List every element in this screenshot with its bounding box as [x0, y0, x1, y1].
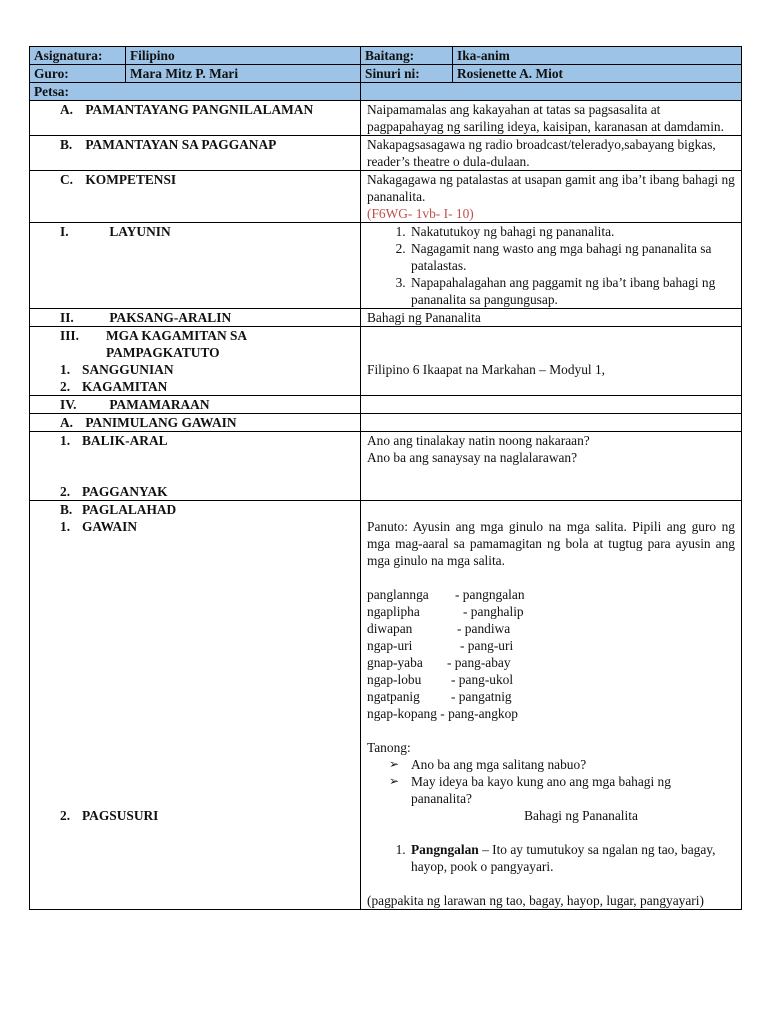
subject-label: Asignatura: — [30, 47, 126, 65]
grade-label: Baitang: — [361, 47, 453, 65]
list-item: diwapan - pandiwa — [367, 621, 511, 636]
header-row-teacher — [30, 65, 742, 83]
questions-label: Tanong: — [367, 740, 411, 755]
competency-code: (F6WG- 1vb- I- 10) — [367, 206, 474, 221]
section-content — [361, 432, 742, 501]
section-label: B. PAMANTAYAN SA PAGGANAP — [30, 136, 361, 171]
section-label: B. PAGLALAHAD 1. GAWAIN 2. PAGSUSURI — [30, 501, 361, 910]
row-kompetensi — [30, 171, 742, 223]
scrambled-words-list — [367, 586, 735, 722]
row-layunin — [30, 223, 742, 309]
list-item: ngaplipha - panghalip — [367, 604, 524, 619]
section-content — [361, 396, 742, 414]
date-value — [361, 83, 742, 101]
subtopic-title: Bahagi ng Pananalita — [524, 808, 638, 823]
checked-by-value: Rosienette A. Miot — [453, 65, 742, 83]
review-question: Ano ba ang sanaysay na naglalarawan? — [367, 450, 578, 465]
checked-by-label: Sinuri ni: — [361, 65, 453, 83]
section-content — [361, 327, 742, 396]
row-paksang-aralin — [30, 309, 742, 327]
row-pamamaraan — [30, 396, 742, 414]
list-item: 2. Nagagamit nang wasto ang mga bahagi ng pananalita sa patalastas. — [409, 240, 735, 274]
section-content: Naipamamalas ang kakayahan at tatas sa pagsasalita at pagpapahayag ng sariling ideya, kaisipan, karanasan at damdamin. — [361, 101, 742, 136]
instructions: Panuto: Ayusin ang mga ginulo na mga salita. Pipili ang guro ng mga mag-aaral sa pamamagitan ng bola at tugtug para ayusin ang mga ginulo na mga salita. — [367, 519, 735, 568]
review-question: Ano ang tinalakay natin noong nakaraan? — [367, 433, 590, 448]
header-row-subject — [30, 47, 742, 65]
section-label: 1. BALIK-ARAL 2. PAGGANYAK — [30, 432, 361, 501]
section-label: IV. PAMAMARAAN — [30, 396, 361, 414]
list-item: 1. Pangngalan – Ito ay tumutukoy sa ngalan ng tao, bagay, hayop, pook o pangyayari. — [409, 841, 735, 875]
pagsusuri-label: 2. PAGSUSURI — [60, 808, 159, 823]
teacher-value: Mara Mitz P. Mari — [126, 65, 361, 83]
activity-note: (pagpakita ng larawan ng tao, bagay, hayop, lugar, pangyayari) — [367, 893, 704, 908]
row-paglalahad — [30, 501, 742, 910]
header-row-date — [30, 83, 742, 101]
section-label: A. PAMANTAYANG PANGNILALAMAN — [30, 101, 361, 136]
questions-list — [367, 756, 735, 807]
list-item: ngatpanig - pangatnig — [367, 689, 512, 704]
section-label: A. PANIMULANG GAWAIN — [30, 414, 361, 432]
section-content: Nakapagsasagawa ng radio broadcast/teleradyo,sabayang bigkas, reader’s theatre o dula-dulaan. — [361, 136, 742, 171]
lesson-plan-document — [29, 46, 741, 910]
section-content: Bahagi ng Pananalita — [361, 309, 742, 327]
list-item: ➢ May ideya ba kayo kung ano ang mga bahagi ng pananalita? — [409, 773, 735, 807]
list-item: 1. Nakatutukoy ng bahagi ng pananalita. — [409, 223, 735, 240]
section-label: C. KOMPETENSI — [30, 171, 361, 223]
list-item: ngap-lobu - pang-ukol — [367, 672, 514, 687]
subject-value: Filipino — [126, 47, 361, 65]
section-content — [361, 414, 742, 432]
section-content — [361, 223, 742, 309]
row-pamantayan-sa-pagganap — [30, 136, 742, 171]
section-content — [361, 501, 742, 910]
section-label: III. MGA KAGAMITAN SA PAMPAGKATUTO 1. SANGGUNIAN 2. KAGAMITAN — [30, 327, 361, 396]
row-balik-aral — [30, 432, 742, 501]
list-item: ➢ Ano ba ang mga salitang nabuo? — [409, 756, 735, 773]
kompetensi-text: Nakagagawa ng patalastas at usapan gamit ang iba’t ibang bahagi ng pananalita. — [367, 172, 735, 204]
objectives-list — [367, 223, 735, 308]
definitions-list — [367, 841, 735, 875]
list-item: 3. Napapahalagahan ang paggamit ng iba’t ibang bahagi ng pananalita sa pangungusap. — [409, 274, 735, 308]
date-label: Petsa: — [30, 83, 361, 101]
teacher-label: Guro: — [30, 65, 126, 83]
reference-text: Filipino 6 Ikaapat na Markahan – Modyul 1, — [367, 362, 606, 377]
list-item: panglannga - pangngalan — [367, 587, 525, 602]
list-item: ngap-kopang - pang-angkop — [367, 706, 518, 721]
list-item: gnap-yaba - pang-abay — [367, 655, 511, 670]
lesson-plan-table — [29, 46, 742, 910]
section-content — [361, 171, 742, 223]
section-label: II. PAKSANG-ARALIN — [30, 309, 361, 327]
grade-value: Ika-anim — [453, 47, 742, 65]
row-panimulang-gawain — [30, 414, 742, 432]
list-item: ngap-uri - pang-uri — [367, 638, 514, 653]
row-pamantayang-pangnilalaman — [30, 101, 742, 136]
row-kagamitan — [30, 327, 742, 396]
section-label: I. LAYUNIN — [30, 223, 361, 309]
